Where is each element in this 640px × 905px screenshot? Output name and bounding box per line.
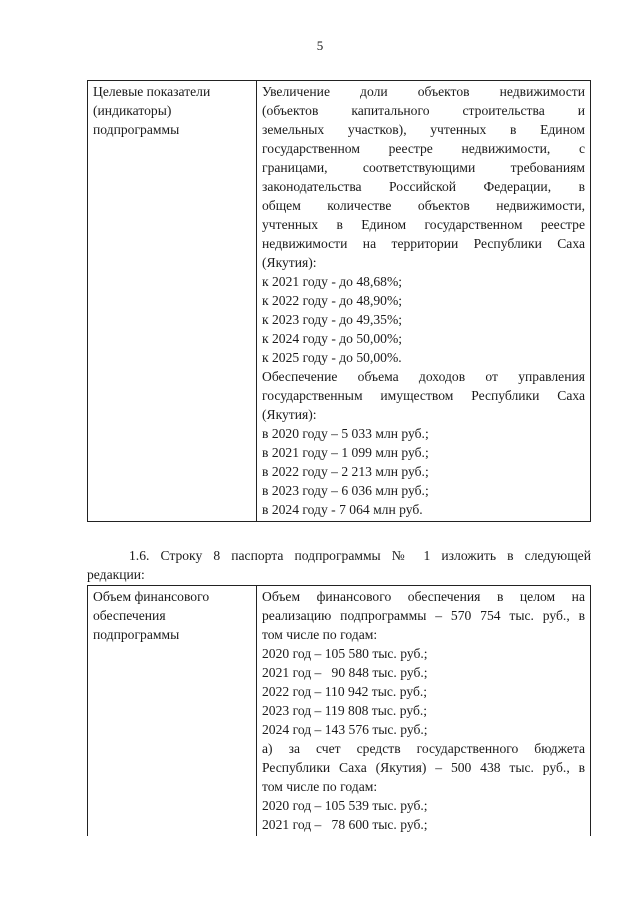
funding-value-line: 2021 год – 90 848 тыс. руб.; <box>262 665 428 680</box>
revenue-value-line: в 2020 году – 5 033 млн руб.; <box>262 426 429 441</box>
text-line: том числе по годам: <box>262 779 378 794</box>
row-label-cell <box>88 81 257 522</box>
text-line: Объем финансового обеспечения в целом на <box>262 589 585 604</box>
label-line: (индикаторы) <box>93 103 172 118</box>
text-line: (Якутия): <box>262 255 317 270</box>
text-line: недвижимости на территории Республики Саха <box>262 236 585 251</box>
label-line: подпрограммы <box>93 627 180 642</box>
funding-value-line: 2024 год – 143 576 тыс. руб.; <box>262 722 428 737</box>
revenue-value-line: в 2023 году – 6 036 млн руб.; <box>262 483 429 498</box>
label-line: обеспечения <box>93 608 166 623</box>
target-value-line: к 2023 году - до 49,35%; <box>262 312 403 327</box>
text-line: а) за счет средств государственного бюджета <box>262 741 585 756</box>
paragraph-line: редакции: <box>87 567 145 582</box>
text-line: общем количестве объектов недвижимости, <box>262 198 585 213</box>
funding-value-line: 2020 год – 105 580 тыс. руб.; <box>262 646 428 661</box>
table-row <box>88 81 591 522</box>
funding-value-line: 2020 год – 105 539 тыс. руб.; <box>262 798 428 813</box>
label-line: Объем финансового <box>93 589 210 604</box>
amendment-paragraph <box>87 546 591 584</box>
text-line: государственным имуществом Республики Саха <box>262 388 585 403</box>
revenue-value-line: в 2021 году – 1 099 млн руб.; <box>262 445 429 460</box>
text-line: Республики Саха (Якутия) – 500 438 тыс. руб., в <box>262 760 585 775</box>
page-number: 5 <box>316 38 324 53</box>
revenue-value-line: в 2022 году – 2 213 млн руб.; <box>262 464 429 479</box>
target-value-line: к 2024 году - до 50,00%; <box>262 331 403 346</box>
funding-value-line: 2021 год – 78 600 тыс. руб.; <box>262 817 428 832</box>
row-value-cell <box>257 586 591 837</box>
passport-table-funding <box>87 585 591 836</box>
row-label-cell <box>88 586 257 837</box>
paragraph-line: 1.6. Строку 8 паспорта подпрограммы № 1 изложить в следующей <box>129 548 591 563</box>
text-line: государственном реестре недвижимости, с <box>262 141 585 156</box>
text-line: (объектов капитального строительства и <box>262 103 585 118</box>
text-line: границами, соответствующими требованиям <box>262 160 585 175</box>
funding-value-line: 2023 год – 119 808 тыс. руб.; <box>262 703 428 718</box>
text-line: (Якутия): <box>262 407 317 422</box>
text-line: том числе по годам: <box>262 627 378 642</box>
row-value-cell <box>257 81 591 522</box>
text-line: земельных участков), учтенных в Едином <box>262 122 585 137</box>
target-value-line: к 2025 году - до 50,00%. <box>262 350 402 365</box>
passport-table-targets <box>87 80 591 522</box>
target-value-line: к 2021 году - до 48,68%; <box>262 274 403 289</box>
revenue-value-line: в 2024 году - 7 064 млн руб. <box>262 502 423 517</box>
table-row <box>88 586 591 837</box>
target-value-line: к 2022 году - до 48,90%; <box>262 293 403 308</box>
text-line: реализацию подпрограммы – 570 754 тыс. руб., в <box>262 608 585 623</box>
text-line: Увеличение доли объектов недвижимости <box>262 84 585 99</box>
text-line: учтенных в Едином государственном реестре <box>262 217 585 232</box>
funding-value-line: 2022 год – 110 942 тыс. руб.; <box>262 684 428 699</box>
text-line: Обеспечение объема доходов от управления <box>262 369 585 384</box>
label-line: подпрограммы <box>93 122 180 137</box>
label-line: Целевые показатели <box>93 84 211 99</box>
text-line: законодательства Российской Федерации, в <box>262 179 585 194</box>
